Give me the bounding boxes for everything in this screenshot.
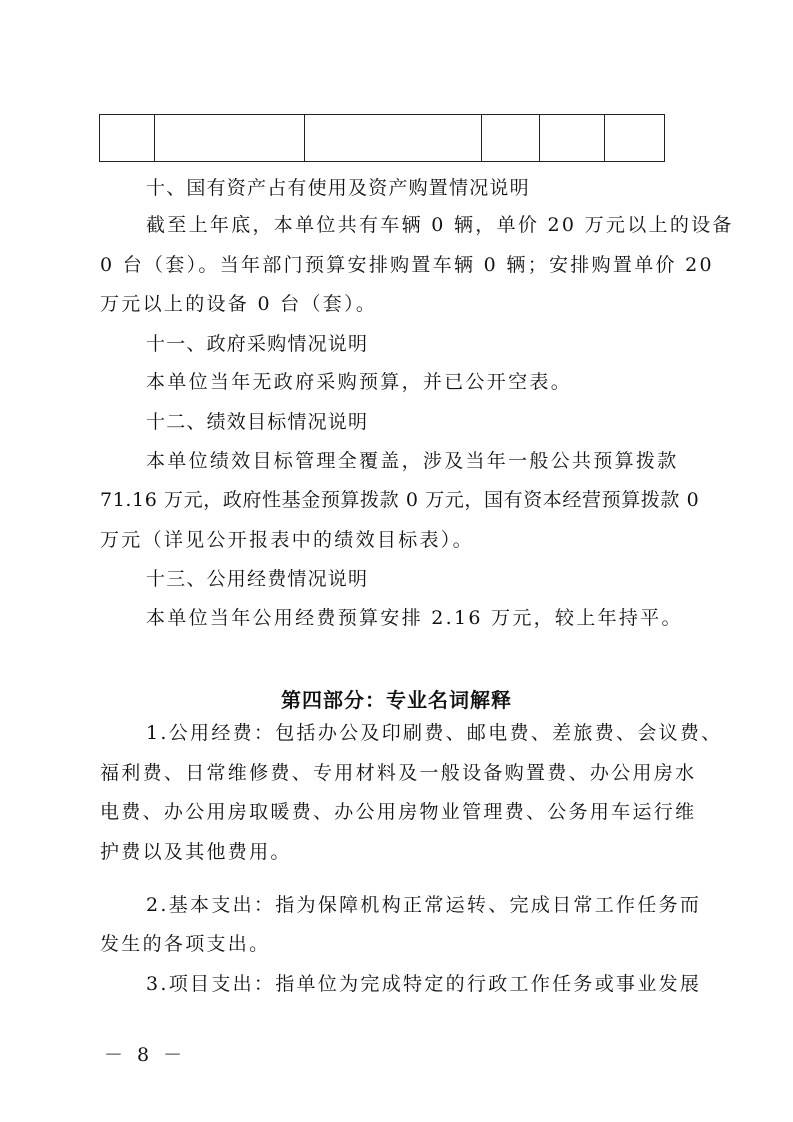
paragraph-line: 3.项目支出：指单位为完成特定的行政工作任务或事业发展 [146,973,702,995]
table-row [100,115,665,162]
paragraph-line: 护费以及其他费用。 [100,841,292,863]
table-cell [482,115,540,162]
section-10-heading: 十、国有资产占有使用及资产购置情况说明 [146,177,530,199]
section-13-heading: 十三、公用经费情况说明 [146,568,369,590]
table-cell [540,115,605,162]
paragraph-line: 万元（详见公开报表中的绩效目标表）。 [100,529,474,551]
paragraph-line: 2.基本支出：指为保障机构正常运转、完成日常工作任务而 [146,894,702,916]
paragraph-line: 1.公用经费：包括办公及印刷费、邮电费、差旅费、会议费、 [146,722,723,744]
paragraph-line: 71.16 万元，政府性基金预算拨款 0 万元，国有资本经营预算拨款 0 [100,489,700,511]
paragraph-line: 本单位当年公用经费预算安排 2.16 万元，较上年持平。 [146,607,683,629]
paragraph-line: 0 台（套）。当年部门预算安排购置车辆 0 辆；安排购置单价 20 [100,254,714,276]
paragraph-line: 本单位绩效目标管理全覆盖，涉及当年一般公共预算拨款 [146,450,679,472]
table-cell [100,115,155,162]
part-four-title: 第四部分：专业名词解释 [281,688,512,712]
section-12-heading: 十二、绩效目标情况说明 [146,411,369,433]
table-cell [155,115,305,162]
table-cell [605,115,665,162]
paragraph-line: 电费、办公用房取暖费、办公用房物业管理费、公务用车运行维 [100,801,697,823]
paragraph-line: 截至上年底，本单位共有车辆 0 辆，单价 20 万元以上的设备 [146,214,734,236]
paragraph-line: 万元以上的设备 0 台（套）。 [100,293,378,315]
paragraph-line: 本单位当年无政府采购预算，并已公开空表。 [146,371,573,393]
page-number: － 8 － [104,1044,187,1066]
paragraph-line: 福利费、日常维修费、专用材料及一般设备购置费、办公用房水 [100,762,697,784]
paragraph-line: 发生的各项支出。 [100,933,271,955]
section-11-heading: 十一、政府采购情况说明 [146,333,369,355]
table-fragment [99,114,665,162]
table-cell [305,115,482,162]
